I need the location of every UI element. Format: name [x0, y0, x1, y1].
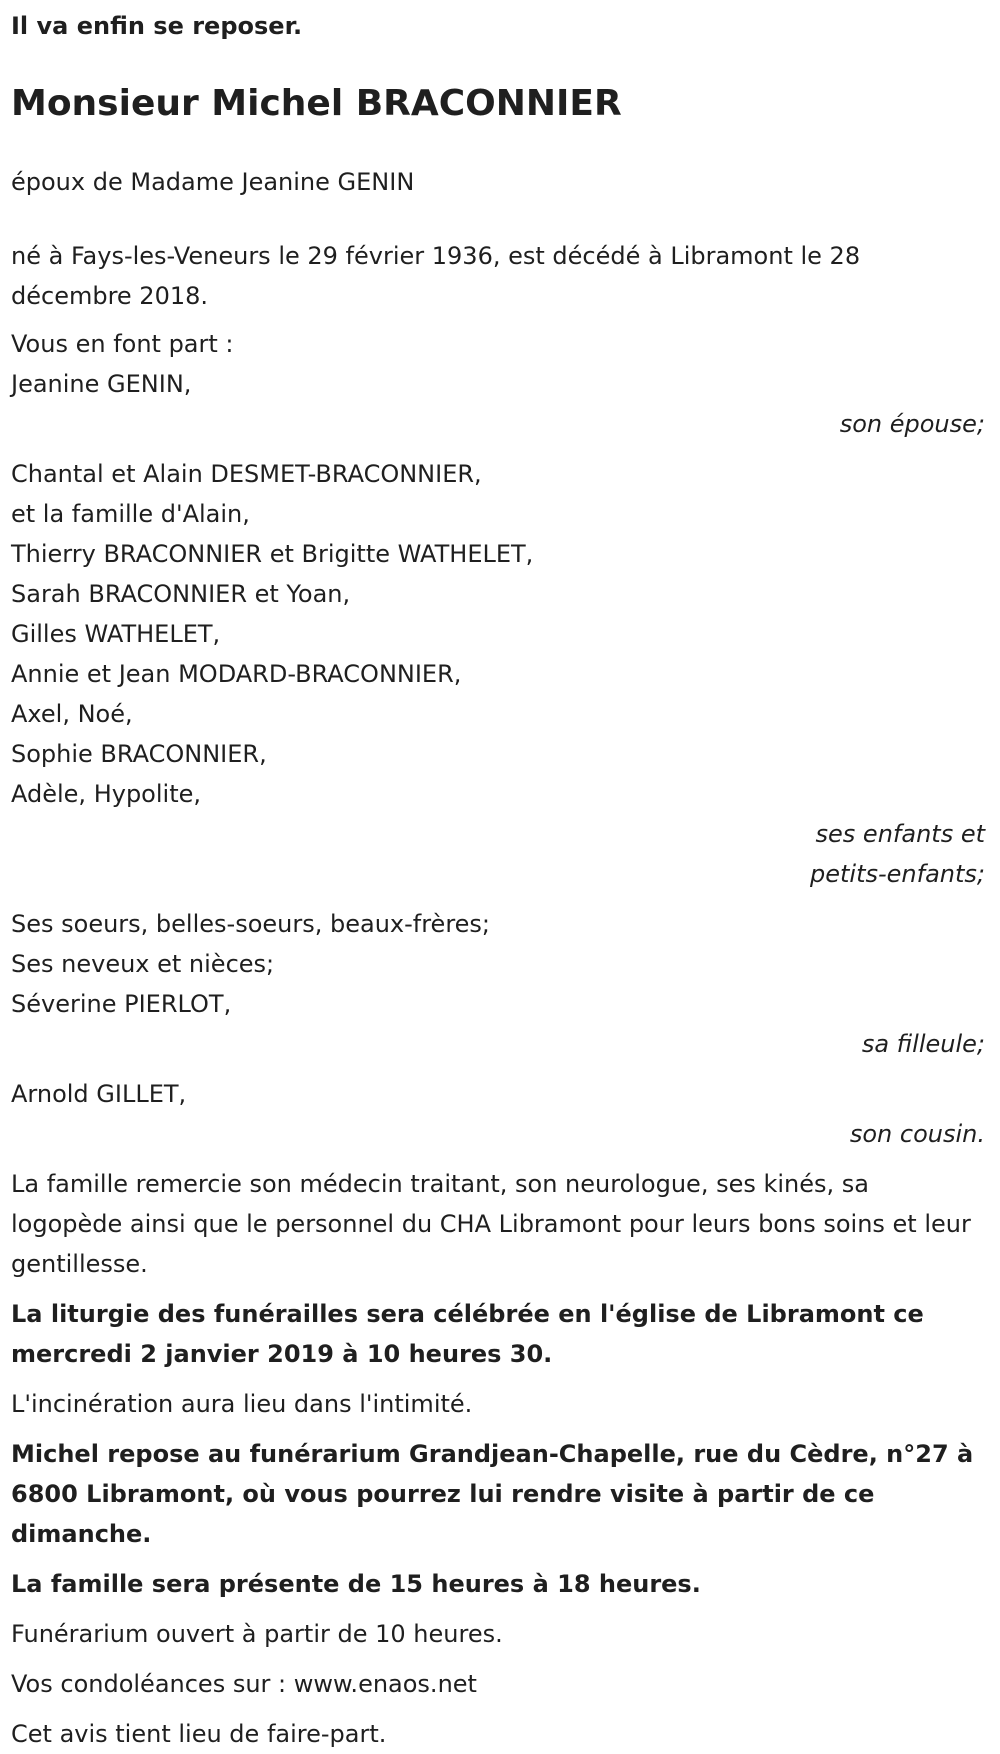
cremation-line: L'incinération aura lieu dans l'intimité. [11, 1390, 473, 1418]
list-item: Annie et Jean MODARD-BRACONNIER, [11, 660, 462, 688]
list-item: Adèle, Hypolite, [11, 780, 201, 808]
cousin-block [11, 1074, 985, 1154]
presence-line: La famille sera présente de 15 heures à 18 heures. [11, 1570, 701, 1598]
other-relatives [11, 904, 985, 1064]
list-item: Thierry BRACONNIER et Brigitte WATHELET, [11, 540, 534, 568]
spouse-name: Jeanine GENIN, [11, 370, 192, 398]
list-item: Sarah BRACONNIER et Yoan, [11, 580, 351, 608]
cousin-name: Arnold GILLET, [11, 1080, 187, 1108]
list-item: Gilles WATHELET, [11, 620, 221, 648]
announcement-intro: Vous en font part : [11, 330, 234, 358]
opening-line: Funérarium ouvert à partir de 10 heures. [11, 1620, 503, 1648]
closing-line: Cet avis tient lieu de faire-part. [11, 1720, 387, 1748]
spouse-line: époux de Madame Jeanine GENIN [11, 168, 415, 196]
condolences-line: Vos condoléances sur : www.enaos.net [11, 1670, 477, 1698]
goddaughter-role: sa filleule; [861, 1030, 985, 1058]
cousin-role: son cousin. [849, 1120, 985, 1148]
family-announcement [11, 324, 985, 1154]
list-item: Sophie BRACONNIER, [11, 740, 267, 768]
list-item: Ses soeurs, belles-soeurs, beaux-frères; [11, 910, 491, 938]
list-item: Séverine PIERLOT, [11, 990, 232, 1018]
children-list [11, 454, 985, 894]
thanks-paragraph: La famille remercie son médecin traitant, son neurologue, ses kinés, sa logopède ainsi que le personnel du CHA Libramont pour leurs bons soins et leur gentillesse. [11, 1170, 971, 1278]
list-item: et la famille d'Alain, [11, 500, 250, 528]
deceased-name: Monsieur Michel BRACONNIER [11, 83, 622, 124]
list-item: Ses neveux et nièces; [11, 950, 275, 978]
liturgy-paragraph: La liturgie des funérailles sera célébrée en l'église de Libramont ce mercredi 2 janvier 2019 à 10 heures 30. [11, 1300, 924, 1368]
list-item: Axel, Noé, [11, 700, 133, 728]
children-role-line2: petits-enfants; [810, 860, 985, 888]
rest-paragraph: Michel repose au funérarium Grandjean-Chapelle, rue du Cèdre, n°27 à 6800 Libramont, où vous pourrez lui rendre visite à partir de ce dimanche. [11, 1440, 974, 1548]
list-item: Chantal et Alain DESMET-BRACONNIER, [11, 460, 482, 488]
spouse-role: son épouse; [839, 410, 985, 438]
children-role-line1: ses enfants et [815, 820, 985, 848]
intro-line: Il va enfin se reposer. [11, 12, 303, 40]
birth-death-line: né à Fays-les-Veneurs le 29 février 1936, est décédé à Libramont le 28 décembre 2018. [11, 242, 861, 310]
